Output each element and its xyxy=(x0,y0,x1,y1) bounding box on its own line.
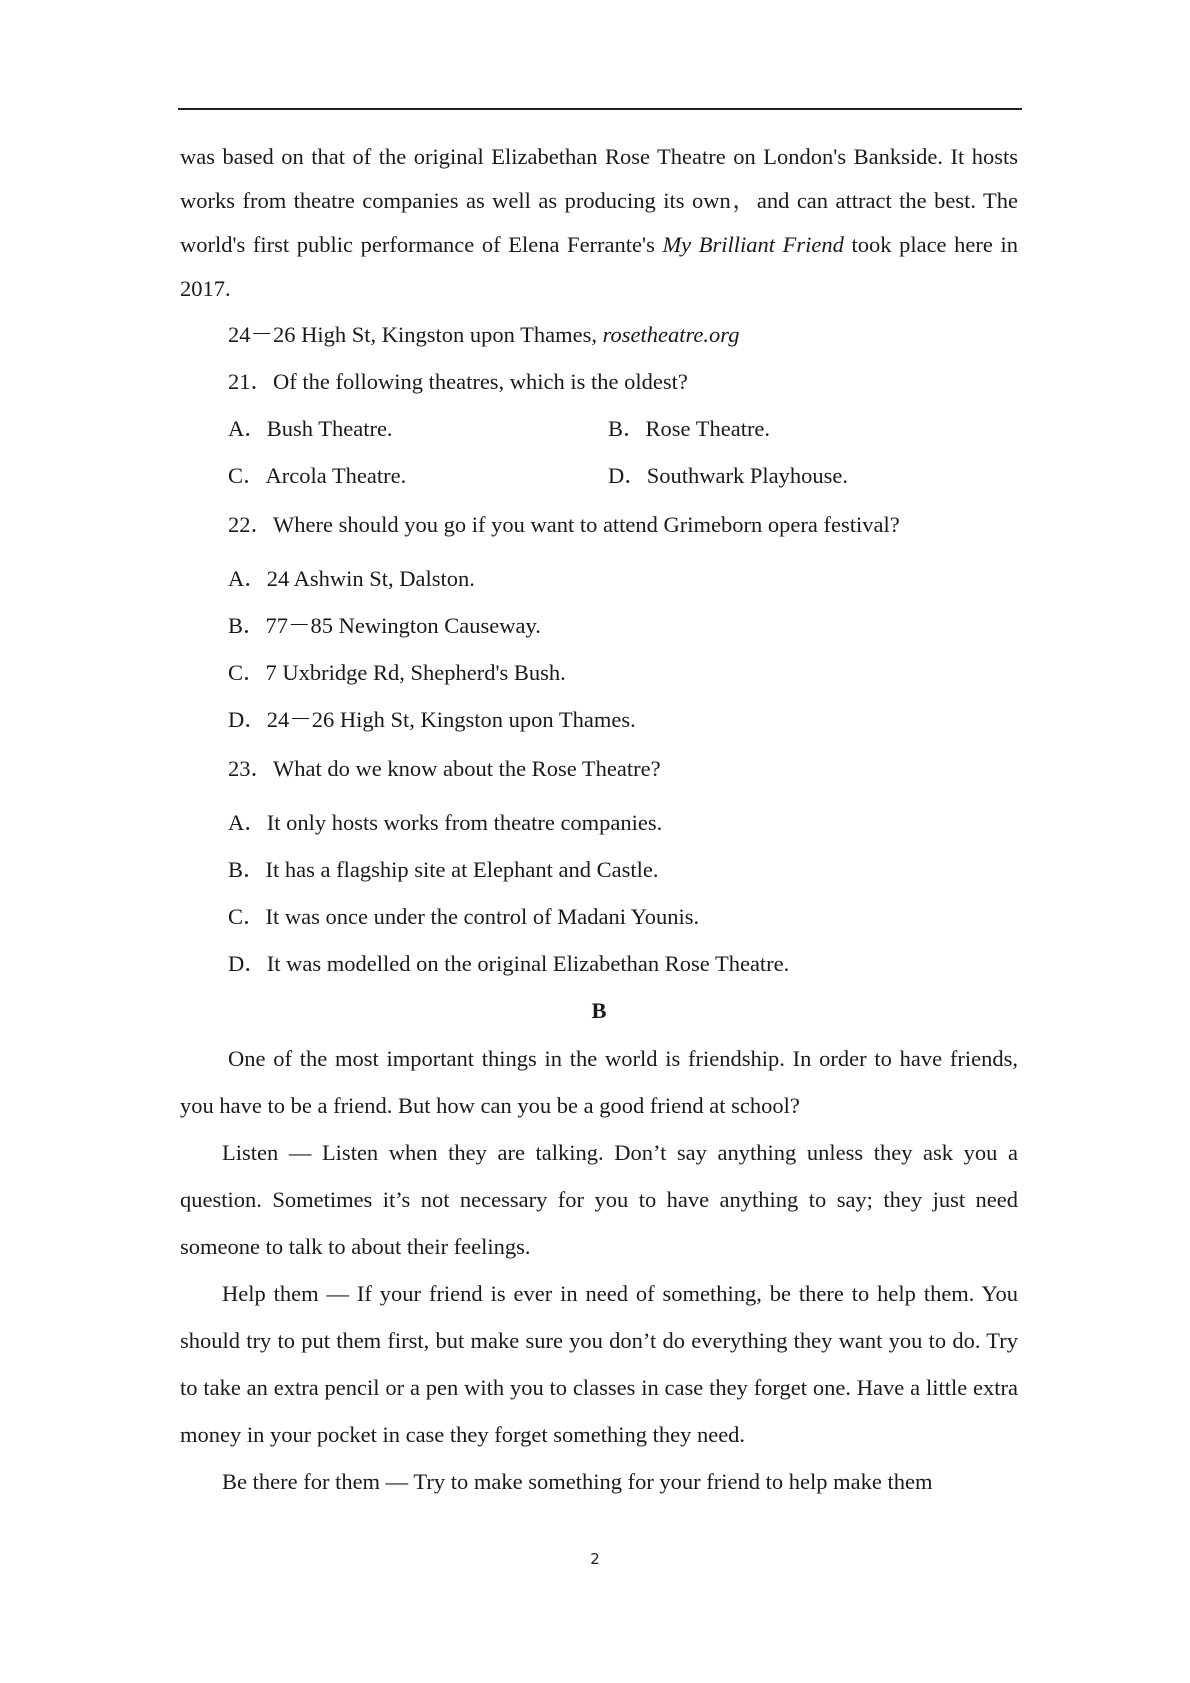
question-22-stem: 22．Where should you go if you want to attend Grimeborn opera festival? xyxy=(228,512,900,537)
option-21-c[interactable]: C．Arcola Theatre. xyxy=(228,463,407,488)
address-line xyxy=(180,311,1018,358)
option-22-c[interactable]: C．7 Uxbridge Rd, Shepherd's Bush. xyxy=(228,660,566,685)
question-21-stem: 21．Of the following theatres, which is the oldest? xyxy=(228,369,688,394)
question-21-options-row-2 xyxy=(180,452,1018,499)
option-23-b[interactable]: B．It has a flagship site at Elephant and Castle. xyxy=(228,857,659,882)
option-23-c[interactable]: C．It was once under the control of Madani Younis. xyxy=(228,904,700,929)
section-b-paragraph-3: Help them — If your friend is ever in need of something, be there to help them. You should try to put them first, but make sure you don’t do everything they want you to do. Try to take an extra pencil or a pen with you to classes in case they forget one. Have a little extra money in your pocket in case they forget something they need. xyxy=(180,1281,1018,1447)
option-23-a[interactable]: A．It only hosts works from theatre companies. xyxy=(228,810,663,835)
question-23-stem: 23．What do we know about the Rose Theatre? xyxy=(228,756,661,781)
question-21-options-row-1 xyxy=(180,405,1018,452)
header-rule xyxy=(178,108,1022,110)
book-title: My Brilliant Friend xyxy=(662,232,844,257)
section-b-paragraph-1: One of the most important things in the world is friendship. In order to have friends, you have to be a friend. But how can you be a good friend at school? xyxy=(180,1046,1018,1118)
intro-text-start: was based on that of the original Elizabethan Rose Theatre on London's Bankside. It hosts works from theatre companies as well as producing its own，and can attract the best. The world's first public performance of Elena Ferrante's xyxy=(180,144,1018,257)
intro-paragraph xyxy=(180,135,1018,311)
page-content xyxy=(180,135,1018,1505)
page-number: 2 xyxy=(590,1550,600,1568)
option-21-a[interactable]: A．Bush Theatre. xyxy=(228,416,393,441)
option-21-d[interactable]: D．Southwark Playhouse. xyxy=(608,463,848,488)
option-22-a[interactable]: A．24 Ashwin St, Dalston. xyxy=(228,566,475,591)
intro-text-end: took place here in 2017. xyxy=(180,232,1018,301)
question-21 xyxy=(180,358,1018,405)
option-23-d[interactable]: D．It was modelled on the original Elizabethan Rose Theatre. xyxy=(228,951,790,976)
option-22-d[interactable]: D．24－26 High St, Kingston upon Thames. xyxy=(228,707,636,732)
option-22-b[interactable]: B．77－85 Newington Causeway. xyxy=(228,613,541,638)
address-website: rosetheatre.org xyxy=(602,322,740,347)
question-23 xyxy=(180,743,1018,795)
section-b-title: B xyxy=(591,998,607,1023)
section-b-paragraph-4: Be there for them — Try to make something for your friend to help make them xyxy=(222,1469,933,1494)
section-b-paragraph-2: Listen — Listen when they are talking. Don’t say anything unless they ask you a question. Sometimes it’s not necessary for you to have anything to say; they just need someone to talk to about their feelings. xyxy=(180,1140,1018,1259)
question-22 xyxy=(180,499,1018,551)
address-text: 24－26 High St, Kingston upon Thames, xyxy=(228,322,603,347)
option-21-b[interactable]: B．Rose Theatre. xyxy=(608,416,771,441)
